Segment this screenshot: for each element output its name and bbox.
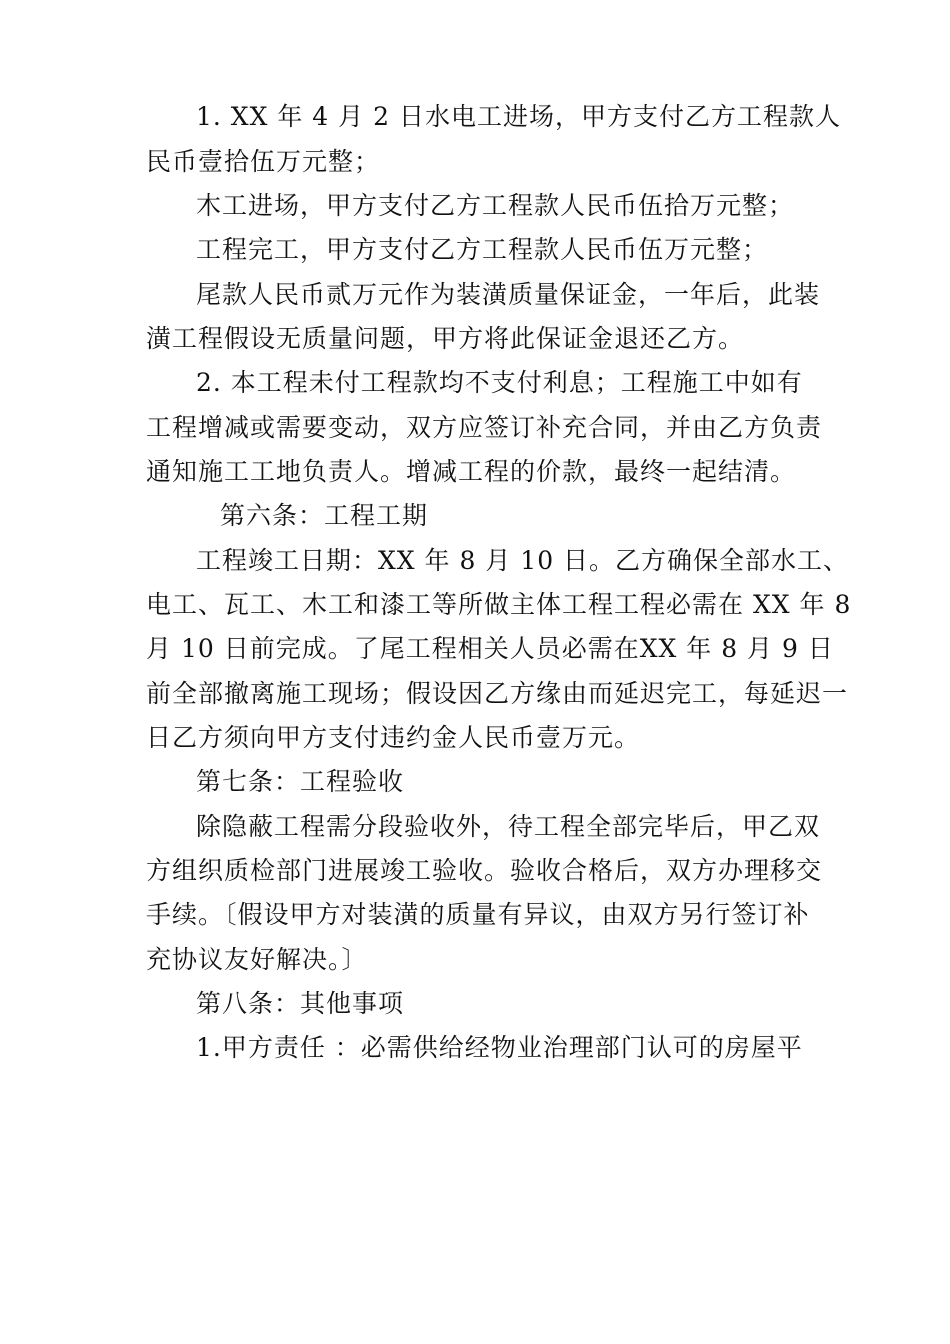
text-line: 方组织质检部门进展竣工验收。验收合格后，双方办理移交 [146, 856, 823, 885]
section-heading: 第六条：工程工期 [220, 501, 429, 530]
text-line: 电工、瓦工、木工和漆工等所做主体工程工程必需在 XX 年 8 [146, 590, 852, 619]
text-line: 民币壹拾伍万元整； [146, 147, 381, 176]
text-line: 手续。〔假设甲方对装潢的质量有异议，由双方另行签订补 [146, 900, 810, 929]
text-line: 1.甲方责任 ：必需供给经物业治理部门认可的房屋平 [196, 1033, 803, 1062]
text-line: 前全部撤离施工现场；假设因乙方缘由而延迟完工，每延迟一 [146, 679, 849, 708]
text-line: 通知施工工地负责人。增减工程的价款，最终一起结清。 [146, 457, 797, 486]
text-line: 充协议友好解决。〕 [146, 945, 368, 974]
text-line: 除隐蔽工程需分段验收外，待工程全部完毕后，甲乙双 [196, 812, 821, 841]
section-heading: 第七条：工程验收 [196, 767, 405, 796]
text-line: 1. XX 年 4 月 2 日水电工进场，甲方支付乙方工程款人 [196, 102, 841, 131]
text-line: 工程增减或需要变动，双方应签订补充合同，并由乙方负责 [146, 413, 823, 442]
text-line: 月 10 日前完成。了尾工程相关人员必需在XX 年 8 月 9 日 [146, 634, 834, 663]
text-line: 尾款人民币贰万元作为装潢质量保证金，一年后，此装 [196, 280, 821, 309]
text-line: 工程竣工日期：XX 年 8 月 10 日。乙方确保全部水工、 [196, 546, 850, 575]
text-line: 潢工程假设无质量问题，甲方将此保证金退还乙方。 [146, 324, 745, 353]
section-heading: 第八条：其他事项 [196, 989, 405, 1018]
text-line: 2. 本工程未付工程款均不支付利息；工程施工中如有 [196, 368, 803, 397]
text-line: 日乙方须向甲方支付违约金人民币壹万元。 [146, 723, 641, 752]
text-line: 木工进场，甲方支付乙方工程款人民币伍拾万元整； [196, 191, 795, 220]
text-line: 工程完工，甲方支付乙方工程款人民币伍万元整； [196, 235, 769, 264]
